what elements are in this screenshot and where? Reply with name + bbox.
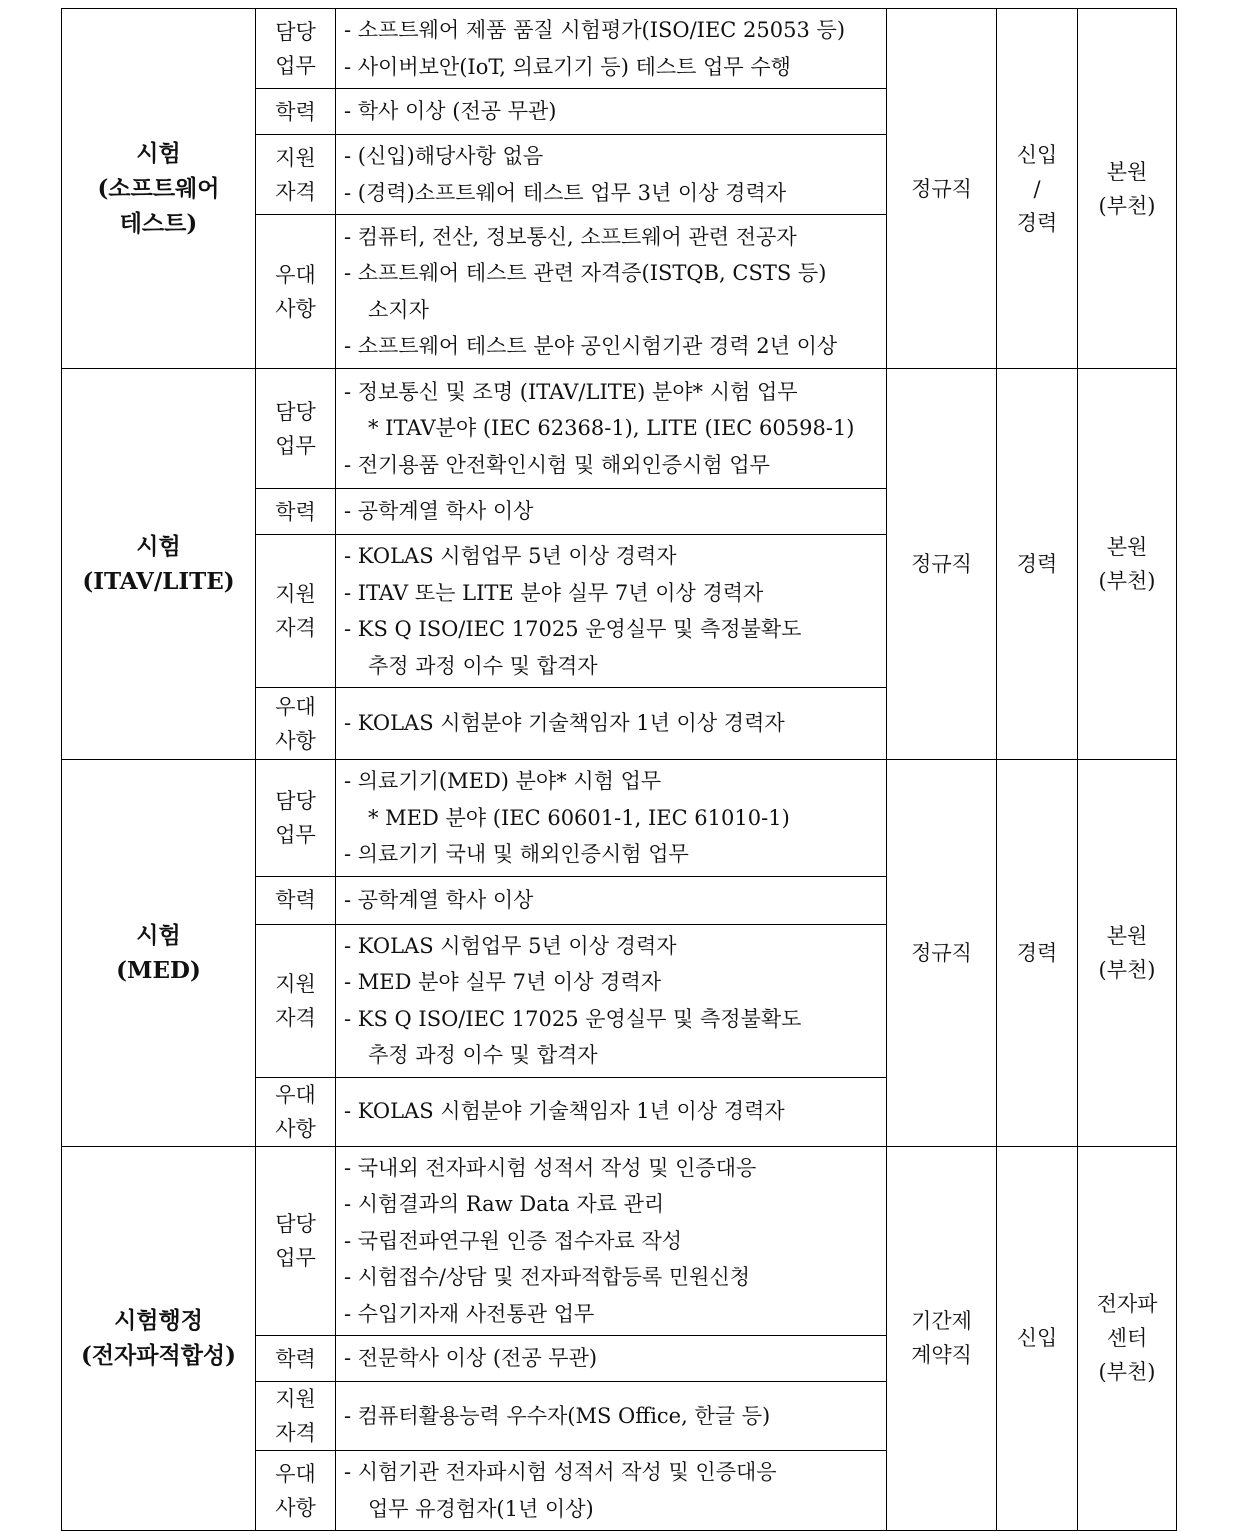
field-label-line: 우대 [275, 262, 316, 287]
field-detail [336, 924, 887, 1077]
field-label-line: 사항 [275, 728, 316, 753]
field-detail [336, 876, 887, 924]
field-detail [336, 535, 887, 688]
detail-line: - KS Q ISO/IEC 17025 운영실무 및 측정불확도 [344, 1006, 802, 1031]
field-detail [336, 1336, 887, 1382]
work-location [1078, 1146, 1177, 1531]
field-label-line: 학력 [275, 99, 316, 124]
detail-line: - 소프트웨어 제품 품질 시험평가(ISO/IEC 25053 등) [344, 18, 846, 42]
career-status [997, 760, 1078, 1147]
detail-line: 업무 유경험자(1년 이상) [368, 1496, 594, 1521]
work-location [1078, 9, 1177, 369]
field-label [256, 924, 336, 1077]
work-location-line: (부천) [1098, 193, 1156, 218]
field-label-line: 자격 [275, 616, 316, 640]
field-label-line: 사항 [275, 1116, 316, 1141]
field-detail [336, 489, 887, 535]
field-label [256, 9, 336, 89]
field-detail [336, 688, 887, 760]
position-title [62, 9, 256, 369]
career-status-line: 경력 [1016, 940, 1058, 965]
position-title-line: 시험 [136, 140, 181, 167]
field-label [256, 1077, 336, 1146]
field-label [256, 1451, 336, 1531]
table-body [62, 9, 1177, 1531]
detail-line: - 소프트웨어 테스트 관련 자격증(ISTQB, CSTS 등) [344, 261, 827, 285]
field-label-line: 지원 [275, 145, 316, 170]
field-label-line: 우대 [275, 1082, 316, 1107]
table-row [62, 1146, 1177, 1336]
work-location-line: 본원 [1106, 923, 1148, 948]
work-location-line: (부천) [1098, 957, 1156, 982]
detail-line: - KS Q ISO/IEC 17025 운영실무 및 측정불확도 [344, 617, 802, 641]
employment-type-line: 계약직 [911, 1343, 972, 1368]
table-row [62, 760, 1177, 877]
employment-type-line: 정규직 [911, 940, 972, 965]
field-label-line: 자격 [275, 179, 316, 204]
field-label-line: 담당 [275, 19, 316, 44]
career-status [997, 369, 1078, 760]
detail-line: - KOLAS 시험업무 5년 이상 경력자 [344, 544, 677, 568]
position-title-line: 시험행정 [114, 1307, 203, 1335]
detail-line: - (경력)소프트웨어 테스트 업무 3년 이상 경력자 [344, 180, 787, 205]
detail-line: - MED 분야 실무 7년 이상 경력자 [344, 970, 662, 994]
detail-line: 추정 과정 이수 및 합격자 [368, 1043, 598, 1067]
field-detail [336, 1146, 887, 1336]
field-label-line: 업무 [275, 53, 316, 78]
detail-line: - 전기용품 안전확인시험 및 해외인증시험 업무 [344, 452, 770, 477]
employment-type [887, 369, 997, 760]
detail-line: - 의료기기 국내 및 해외인증시험 업무 [344, 842, 689, 866]
field-label-line: 업무 [275, 822, 316, 847]
work-location-line: 센터 [1106, 1326, 1148, 1351]
work-location-line: 본원 [1106, 159, 1148, 184]
field-detail [336, 9, 887, 89]
employment-type-line: 정규직 [911, 552, 972, 576]
detail-line: - 컴퓨터, 전산, 정보통신, 소프트웨어 관련 전공자 [344, 224, 797, 249]
employment-type [887, 760, 997, 1147]
detail-line: - 시험접수/상담 및 전자파적합등록 민원신청 [344, 1265, 751, 1289]
field-detail [336, 760, 887, 877]
employment-type-line: 정규직 [911, 176, 972, 201]
career-status-line: 경력 [1016, 552, 1058, 576]
detail-line: - KOLAS 시험업무 5년 이상 경력자 [344, 933, 677, 958]
field-label-line: 학력 [275, 499, 316, 524]
detail-line: * ITAV분야 (IEC 62368-1), LITE (IEC 60598-1) [368, 416, 855, 441]
position-title-line: 시험 [136, 533, 181, 560]
position-title-line: 테스트) [119, 210, 198, 237]
detail-line: - ITAV 또는 LITE 분야 실무 7년 이상 경력자 [344, 580, 764, 605]
field-label [256, 215, 336, 369]
detail-line: - 학사 이상 (전공 무관) [344, 99, 557, 124]
field-label [256, 535, 336, 688]
career-status-line: / [1033, 176, 1041, 201]
field-label [256, 369, 336, 489]
work-location-line: (부천) [1098, 569, 1156, 593]
work-location [1078, 369, 1177, 760]
position-title [62, 369, 256, 760]
field-label [256, 1146, 336, 1336]
field-label-line: 담당 [275, 1211, 316, 1236]
detail-line: - 소프트웨어 테스트 분야 공인시험기관 경력 2년 이상 [344, 334, 838, 358]
field-label [256, 876, 336, 924]
career-status [997, 1146, 1078, 1531]
field-detail [336, 215, 887, 369]
position-title [62, 1146, 256, 1531]
detail-line: - 컴퓨터활용능력 우수자(MS Office, 한글 등) [344, 1403, 771, 1428]
work-location-line: 본원 [1106, 535, 1148, 559]
field-label-line: 담당 [275, 788, 316, 813]
table-row [62, 369, 1177, 489]
position-title-line: 시험 [136, 921, 181, 949]
field-label [256, 688, 336, 760]
field-label-line: 사항 [275, 296, 316, 321]
detail-line: - 시험기관 전자파시험 성적서 작성 및 인증대응 [344, 1460, 777, 1484]
table-row [62, 9, 1177, 89]
field-label [256, 1336, 336, 1382]
career-status-line: 경력 [1016, 210, 1058, 235]
detail-line: - 전문학사 이상 (전공 무관) [344, 1346, 598, 1371]
field-detail [336, 1382, 887, 1451]
detail-line: - 사이버보안(IoT, 의료기기 등) 테스트 업무 수행 [344, 54, 791, 79]
work-location [1078, 760, 1177, 1147]
field-label-line: 학력 [275, 888, 316, 912]
employment-type [887, 1146, 997, 1531]
position-title [62, 760, 256, 1147]
detail-line: - 시험결과의 Raw Data 자료 관리 [344, 1192, 665, 1216]
detail-line: 소지자 [368, 297, 429, 322]
position-title-line: (소프트웨어 [97, 175, 220, 202]
employment-type-line: 기간제 [911, 1309, 972, 1334]
field-label [256, 1382, 336, 1451]
field-label-line: 사항 [275, 1495, 316, 1520]
position-title-line: (ITAV/LITE) [82, 568, 235, 595]
field-label-line: 자격 [275, 1005, 316, 1030]
work-location-line: (부천) [1098, 1360, 1156, 1385]
detail-line: - 수입기자재 사전통관 업무 [344, 1301, 595, 1326]
field-label-line: 우대 [275, 1461, 316, 1486]
detail-line: - 의료기기(MED) 분야* 시험 업무 [344, 769, 662, 793]
detail-line: - 공학계열 학사 이상 [344, 887, 534, 912]
field-label-line: 우대 [275, 694, 316, 719]
detail-line: - KOLAS 시험분야 기술책임자 1년 이상 경력자 [344, 1099, 785, 1124]
field-detail [336, 369, 887, 489]
recruitment-table [61, 8, 1177, 1531]
field-label-line: 지원 [275, 971, 316, 996]
field-label-line: 학력 [275, 1346, 316, 1371]
career-status-line: 신입 [1016, 1326, 1058, 1351]
detail-line: 추정 과정 이수 및 합격자 [368, 653, 598, 678]
field-detail [336, 89, 887, 135]
field-label [256, 489, 336, 535]
employment-type [887, 9, 997, 369]
detail-line: - 국내외 전자파시험 성적서 작성 및 인증대응 [344, 1155, 757, 1180]
field-label-line: 담당 [275, 399, 316, 424]
field-label [256, 89, 336, 135]
field-detail [336, 1077, 887, 1146]
field-label-line: 자격 [275, 1421, 316, 1445]
field-detail [336, 1451, 887, 1531]
detail-line: - 공학계열 학사 이상 [344, 499, 534, 524]
field-label [256, 135, 336, 215]
field-label-line: 지원 [275, 582, 316, 606]
work-location-line: 전자파 [1096, 1292, 1158, 1317]
detail-line: - KOLAS 시험분야 기술책임자 1년 이상 경력자 [344, 711, 785, 736]
position-title-line: (전자파적합성) [80, 1342, 237, 1370]
detail-line: - 국립전파연구원 인증 접수자료 작성 [344, 1228, 683, 1253]
field-label-line: 업무 [275, 1245, 316, 1270]
position-title-line: (MED) [116, 956, 201, 984]
career-status [997, 9, 1078, 369]
field-label [256, 760, 336, 877]
field-label-line: 업무 [275, 433, 316, 458]
detail-line: - (신입)해당사항 없음 [344, 144, 544, 168]
field-label-line: 지원 [275, 1387, 316, 1411]
detail-line: - 정보통신 및 조명 (ITAV/LITE) 분야* 시험 업무 [344, 379, 798, 404]
field-detail [336, 135, 887, 215]
detail-line: * MED 분야 (IEC 60601-1, IEC 61010-1) [368, 805, 790, 830]
career-status-line: 신입 [1016, 142, 1058, 167]
